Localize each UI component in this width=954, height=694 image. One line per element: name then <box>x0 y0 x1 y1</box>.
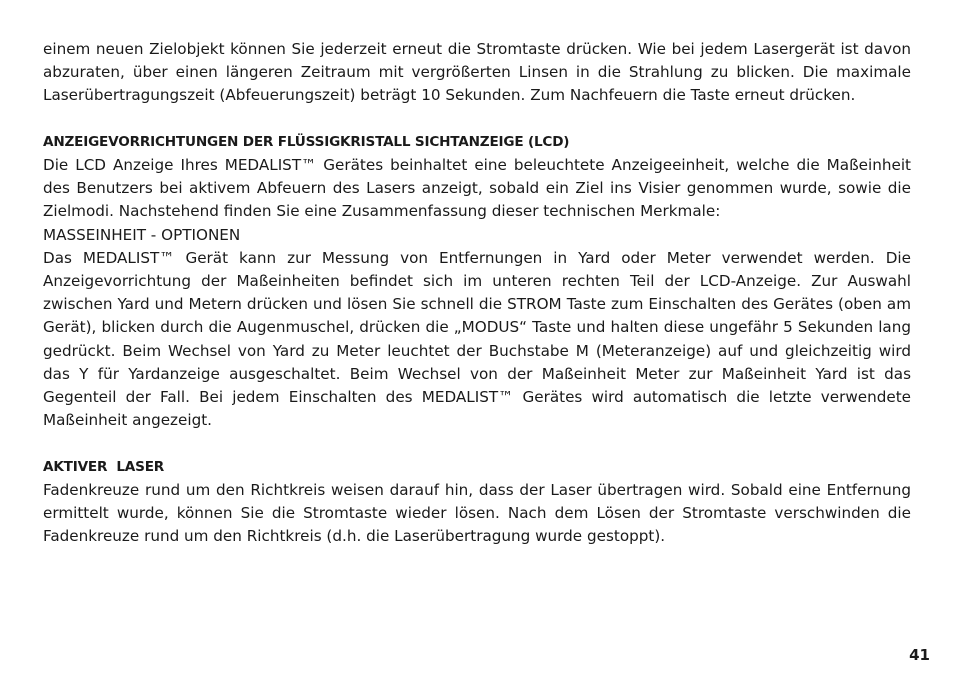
section-heading-lcd: ANZEIGEVORRICHTUNGEN DER FLÜSSIGKRISTALL SICHTANZEIGE (LCD) <box>43 133 570 150</box>
active-laser-paragraph: Fadenkreuze rund um den Richtkreis weisen darauf hin, dass der Laser übertragen wird. Sobald eine Entfernung ermittelt wurde, können Sie die Stromtaste wieder lösen. Nach dem Lösen der Stromtaste verschwinden die Fadenkreuze rund um den Richtkreis (d.h. die Laserübertragung wurde gestoppt). <box>43 480 911 546</box>
units-options-paragraph: Das MEDALIST™ Gerät kann zur Messung von Entfernungen in Yard oder Meter verwendet werden. Die Anzeigevorrichtung der Maßeinheiten befindet sich im unteren rechten Teil der LCD-Anzeige. Zur Auswahl zwischen Yard und Metern drücken und lösen Sie schnell die STROM Taste zum Einschalten des Gerätes (oben am Gerät), blicken durch die Augenmuschel, drücken die „MODUS“ Taste und halten diese ungefähr 5 Sekunden lang gedrückt. Beim Wechsel von Yard zu Meter leuchtet der Buchstabe M (Meteranzeige) auf und gleichzeitig wird das Y für Yardanzeige ausgeschaltet. Beim Wechsel von der Maßeinheit Meter zur Maßeinheit Yard ist das Gegenteil der Fall. Bei jedem Einschalten des MEDALIST™ Gerätes wird automatisch die letzte verwendete Maßeinheit angezeigt. <box>43 248 911 430</box>
section-heading-active-laser: AKTIVER LASER <box>43 458 165 475</box>
spacer <box>43 432 911 455</box>
units-options-subheading: MASSEINHEIT - OPTIONEN <box>43 225 241 244</box>
spacer <box>43 108 911 131</box>
page-number: 41 <box>909 646 930 664</box>
document-page <box>43 38 911 548</box>
lcd-description-paragraph: Die LCD Anzeige Ihres MEDALIST™ Gerätes beinhaltet eine beleuchtete Anzeigeeinheit, welche die Maßeinheit des Benutzers bei aktivem Abfeuern des Lasers anzeigt, sobald ein Ziel ins Visier genommen wurde, sowie die Zielmodi. Nachstehend finden Sie eine Zusammenfassung dieser technischen Merkmale: <box>43 156 911 221</box>
intro-paragraph: einem neuen Zielobjekt können Sie jederzeit erneut die Stromtaste drücken. Wie bei jedem Lasergerät ist davon abzuraten, über einen längeren Zeitraum mit vergrößerten Linsen in die Strahlung zu blicken. Die maximale Laserübertragungszeit (Abfeuerungszeit) beträgt 10 Sekunden. Zum Nachfeuern die Taste erneut drücken. <box>43 40 911 105</box>
